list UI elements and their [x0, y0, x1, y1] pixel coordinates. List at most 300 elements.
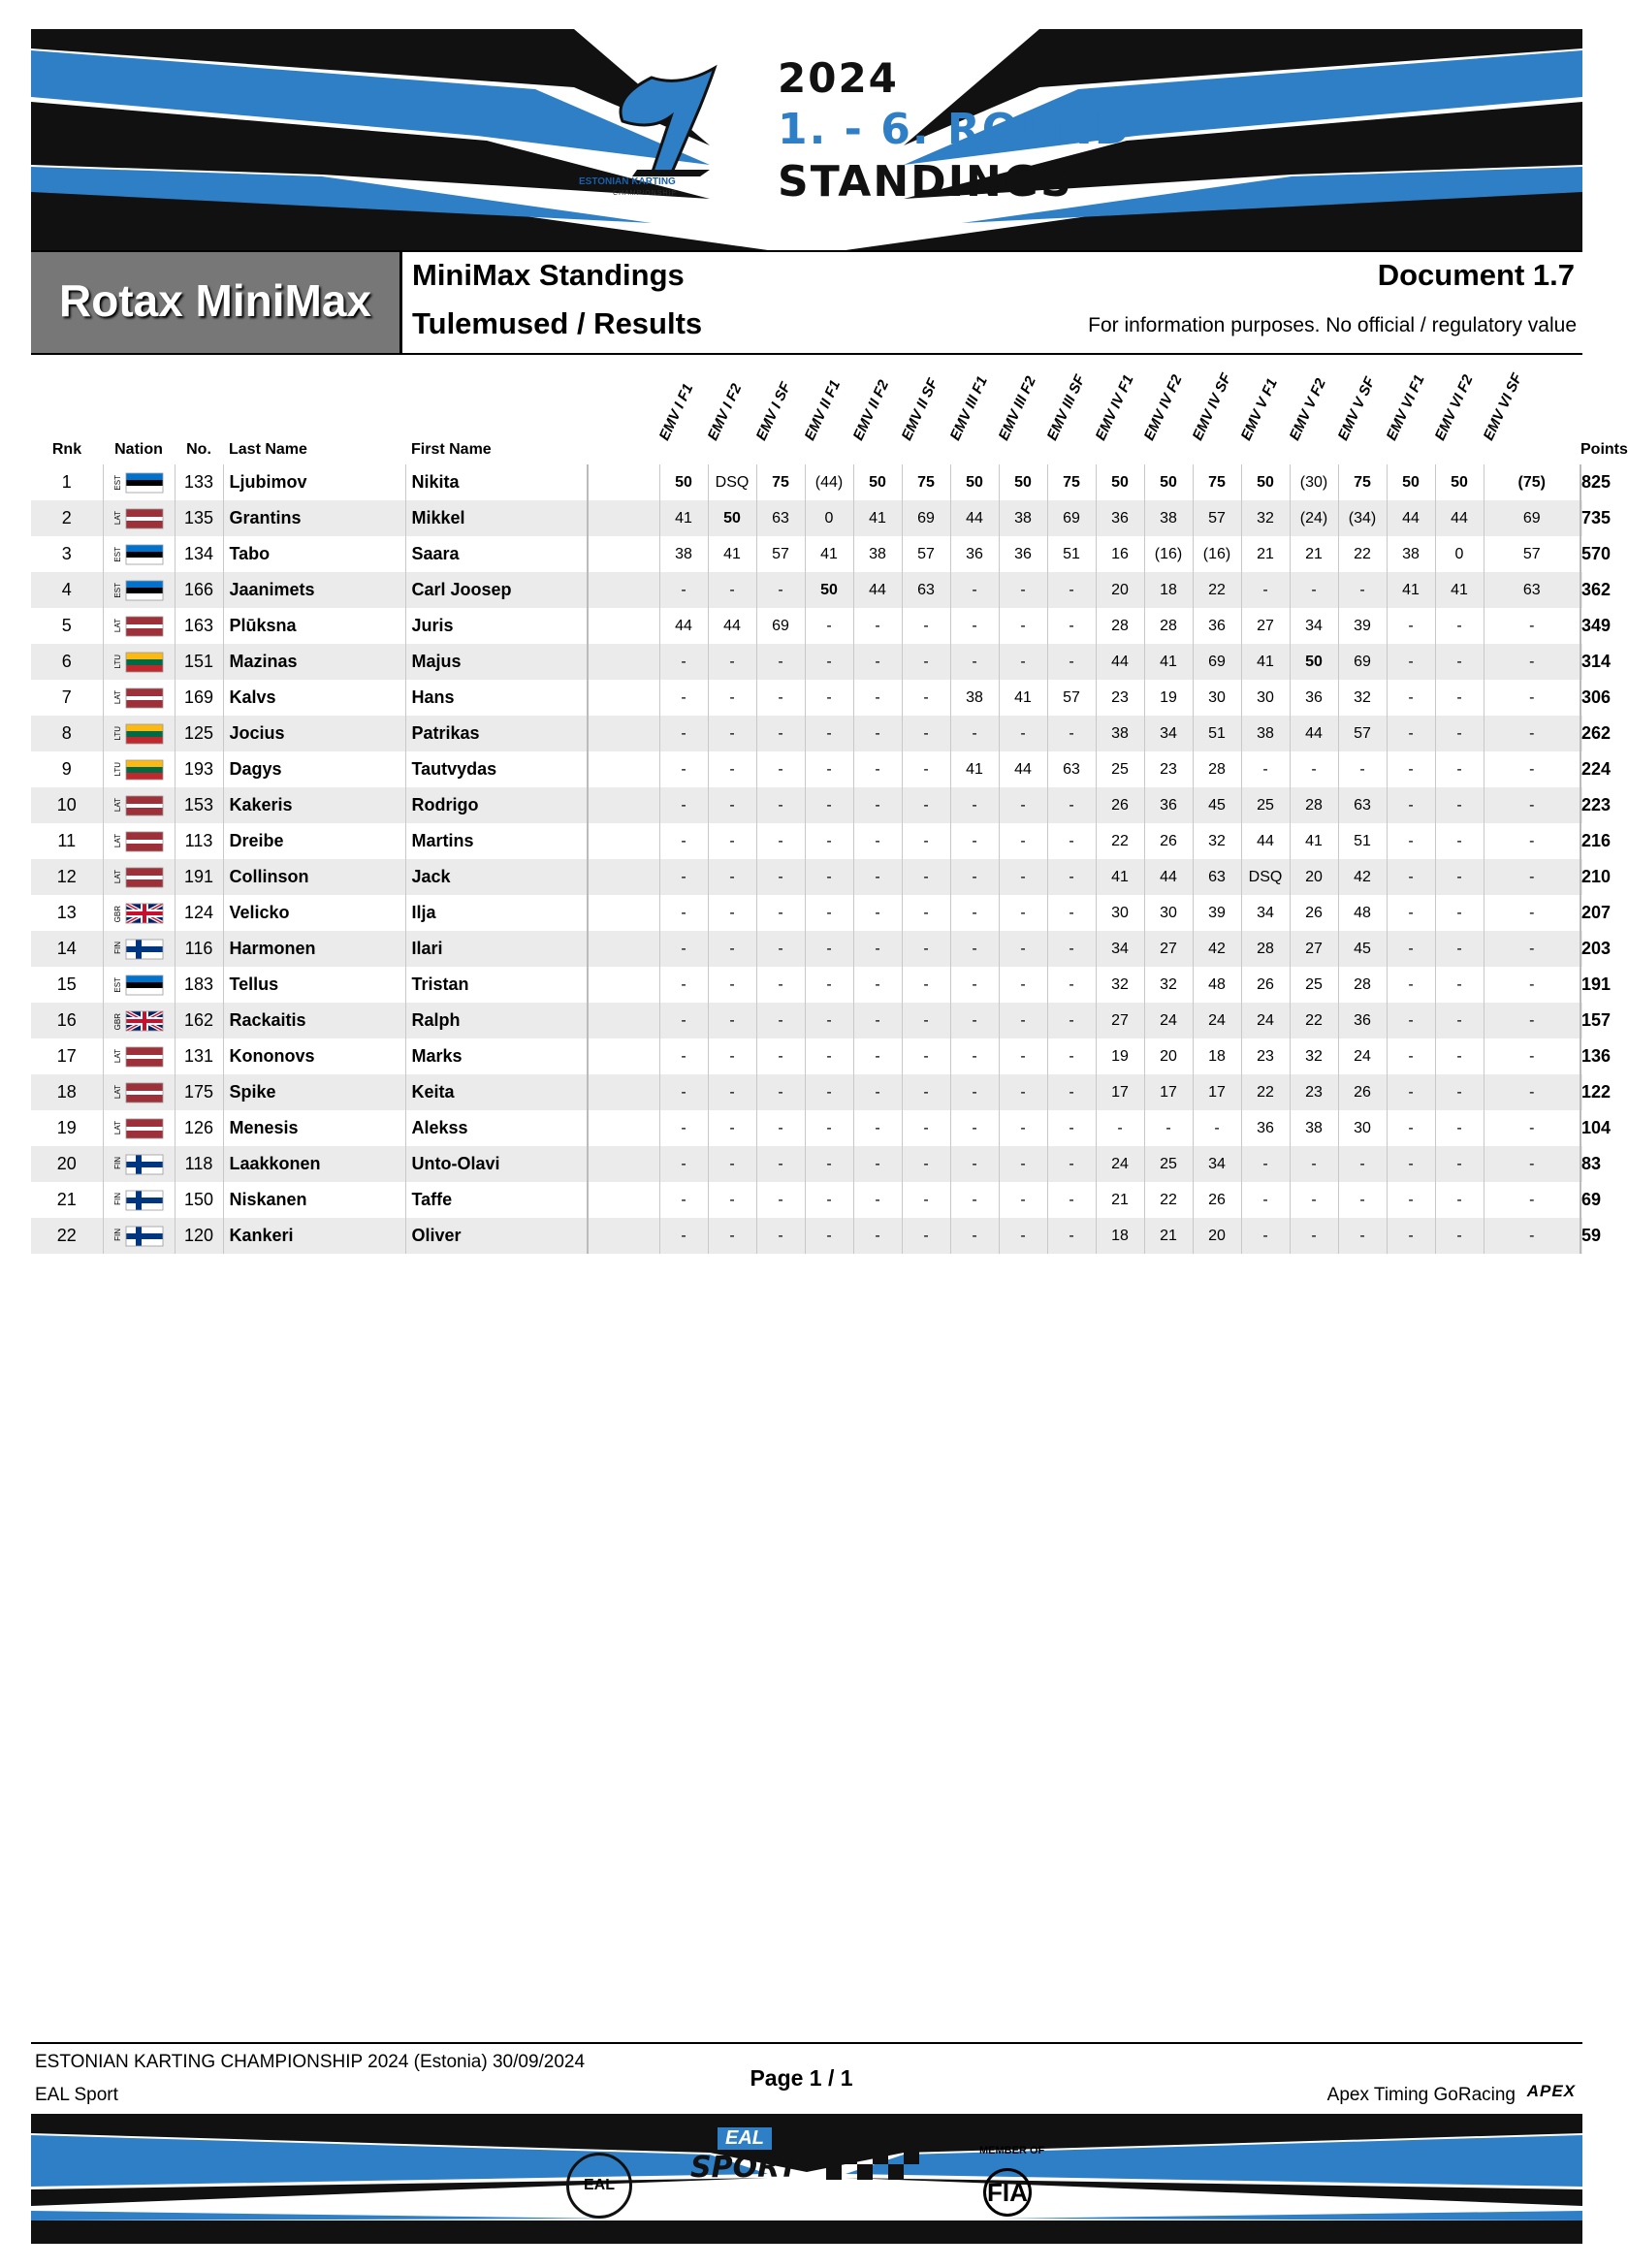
score-cell: - [659, 572, 708, 608]
table-row [31, 1074, 1582, 1110]
score-cell: - [756, 931, 805, 967]
score-cell: 44 [950, 500, 999, 536]
score-cell: - [756, 716, 805, 751]
table-row [31, 608, 1582, 644]
score-cell: - [853, 895, 902, 931]
points-cell: 306 [1580, 680, 1582, 716]
score-cell: 57 [1193, 500, 1241, 536]
score-cell: - [902, 1110, 950, 1146]
score-cell: 21 [1144, 1218, 1193, 1254]
score-cell: 44 [1241, 823, 1290, 859]
score-cell: - [1047, 1182, 1096, 1218]
number-cell: 169 [175, 680, 223, 716]
col-race-2 [704, 359, 756, 464]
score-cell: 41 [805, 536, 853, 572]
col-number: No. [186, 441, 211, 458]
score-cell: 19 [1096, 1038, 1144, 1074]
score-cell: - [1047, 644, 1096, 680]
col-race-14 [1286, 359, 1338, 464]
table-row [31, 967, 1582, 1003]
nation-cell [103, 1182, 175, 1218]
col-race-16 [1383, 359, 1435, 464]
score-cell: 75 [902, 464, 950, 500]
rank-cell: 18 [56, 1082, 77, 1102]
first-name-cell: Nikita [405, 464, 588, 500]
score-cell: - [1484, 895, 1580, 931]
score-cell: - [756, 895, 805, 931]
score-cell: - [1290, 1146, 1338, 1182]
nation-code: LAT [113, 690, 122, 705]
table-row [31, 787, 1582, 823]
points-cell: 59 [1580, 1218, 1582, 1254]
rank-cell: 15 [56, 974, 77, 994]
score-cell: - [853, 931, 902, 967]
score-cell: - [853, 1182, 902, 1218]
score-cell: 63 [1338, 787, 1387, 823]
race-header-label: EMV III F2 [995, 373, 1039, 443]
score-cell: - [1047, 823, 1096, 859]
score-cell: 57 [1047, 680, 1096, 716]
score-cell: 0 [805, 500, 853, 536]
score-cell: 38 [1144, 500, 1193, 536]
score-cell: - [1047, 895, 1096, 931]
nation-cell [103, 644, 175, 680]
last-name-cell: Laakkonen [223, 1146, 405, 1182]
race-header-label: EMV II F2 [849, 377, 893, 443]
score-cell: 69 [1047, 500, 1096, 536]
points-cell: 136 [1580, 1038, 1582, 1074]
score-cell: - [853, 751, 902, 787]
score-cell: 39 [1338, 608, 1387, 644]
spacer-cell [588, 823, 659, 859]
score-cell: 38 [659, 536, 708, 572]
score-cell: - [999, 895, 1047, 931]
score-cell: - [805, 608, 853, 644]
score-cell: 45 [1338, 931, 1387, 967]
score-cell: 25 [1096, 751, 1144, 787]
score-cell: - [1047, 572, 1096, 608]
score-cell: 69 [1338, 644, 1387, 680]
score-cell: - [756, 644, 805, 680]
score-cell: 57 [756, 536, 805, 572]
table-header-row [31, 359, 1582, 464]
score-cell: - [902, 859, 950, 895]
fia-logo: FIA [983, 2168, 1032, 2217]
score-cell: 36 [1338, 1003, 1387, 1038]
score-cell: - [902, 751, 950, 787]
score-cell: 45 [1193, 787, 1241, 823]
score-cell: 75 [756, 464, 805, 500]
score-cell: 57 [1484, 536, 1580, 572]
score-cell: 50 [1387, 464, 1435, 500]
spacer-cell [588, 464, 659, 500]
score-cell: - [1435, 608, 1484, 644]
score-cell: 23 [1241, 1038, 1290, 1074]
col-race-4 [801, 359, 853, 464]
score-cell: - [1387, 787, 1435, 823]
score-cell: 25 [1241, 787, 1290, 823]
race-header-label: EMV IV F1 [1092, 372, 1137, 443]
score-cell: 42 [1338, 859, 1387, 895]
col-race-5 [849, 359, 902, 464]
score-cell: 32 [1290, 1038, 1338, 1074]
last-name-cell: Mazinas [223, 644, 405, 680]
score-cell: - [1484, 680, 1580, 716]
score-cell: 51 [1047, 536, 1096, 572]
score-cell: - [902, 787, 950, 823]
score-cell: - [1387, 1182, 1435, 1218]
col-race-12 [1189, 359, 1241, 464]
score-cell: 41 [708, 536, 756, 572]
first-name-cell: Patrikas [405, 716, 588, 751]
score-cell: - [1047, 608, 1096, 644]
score-cell: - [756, 751, 805, 787]
nation-cell [103, 680, 175, 716]
score-cell: - [805, 1146, 853, 1182]
score-cell: 27 [1144, 931, 1193, 967]
rank-cell: 2 [61, 508, 72, 527]
last-name-cell: Grantins [223, 500, 405, 536]
score-cell: - [999, 644, 1047, 680]
score-cell: 36 [1144, 787, 1193, 823]
flag-icon [113, 1155, 163, 1174]
score-cell: 48 [1338, 895, 1387, 931]
score-cell: - [756, 1182, 805, 1218]
number-cell: 135 [175, 500, 223, 536]
score-cell: 51 [1338, 823, 1387, 859]
score-cell: DSQ [1241, 859, 1290, 895]
rank-cell: 10 [56, 795, 77, 815]
score-cell: 20 [1144, 1038, 1193, 1074]
eal-logo: EAL [718, 2127, 772, 2150]
points-cell: 735 [1580, 500, 1582, 536]
score-cell: - [805, 716, 853, 751]
score-cell: - [708, 716, 756, 751]
score-cell: - [902, 1074, 950, 1110]
rank-cell: 9 [61, 759, 72, 779]
nation-code: FIN [113, 1229, 122, 1242]
rank-cell: 1 [61, 472, 72, 492]
spacer-cell [588, 1146, 659, 1182]
score-cell: - [1047, 967, 1096, 1003]
first-name-cell: Saara [405, 536, 588, 572]
points-cell: 122 [1580, 1074, 1582, 1110]
score-cell: 50 [999, 464, 1047, 500]
points-cell: 104 [1580, 1110, 1582, 1146]
score-cell: - [805, 823, 853, 859]
last-name-cell: Rackaitis [223, 1003, 405, 1038]
score-cell: 28 [1338, 967, 1387, 1003]
score-cell: (34) [1338, 500, 1387, 536]
score-cell: - [1338, 1182, 1387, 1218]
flag-icon [113, 760, 163, 780]
score-cell: - [999, 1110, 1047, 1146]
score-cell: - [1387, 751, 1435, 787]
col-race-13 [1237, 359, 1290, 464]
rank-cell: 20 [56, 1154, 77, 1173]
flag-icon [113, 509, 163, 528]
points-cell: 157 [1580, 1003, 1582, 1038]
first-name-cell: Juris [405, 608, 588, 644]
score-cell: - [950, 1038, 999, 1074]
score-cell: - [999, 1074, 1047, 1110]
score-cell: - [853, 823, 902, 859]
score-cell: - [999, 1038, 1047, 1074]
col-spacer [588, 359, 659, 464]
rank-cell: 17 [56, 1046, 77, 1066]
score-cell: (24) [1290, 500, 1338, 536]
score-cell: 36 [1193, 608, 1241, 644]
score-cell: 75 [1193, 464, 1241, 500]
score-cell: - [1484, 644, 1580, 680]
score-cell: - [659, 1218, 708, 1254]
first-name-cell: Marks [405, 1038, 588, 1074]
nation-code: FIN [113, 1157, 122, 1170]
last-name-cell: Kakeris [223, 787, 405, 823]
nation-cell [103, 464, 175, 500]
score-cell: 32 [1338, 680, 1387, 716]
score-cell: - [1387, 1110, 1435, 1146]
score-cell: - [853, 1146, 902, 1182]
score-cell: - [1338, 1218, 1387, 1254]
nation-code: LAT [113, 1049, 122, 1064]
race-header-label: EMV IV SF [1189, 370, 1235, 443]
race-header-label: EMV VI F2 [1431, 372, 1477, 443]
score-cell: 38 [1096, 716, 1144, 751]
score-cell: 41 [1290, 823, 1338, 859]
score-cell: 22 [1144, 1182, 1193, 1218]
score-cell: - [659, 751, 708, 787]
number-cell: 175 [175, 1074, 223, 1110]
nation-code: FIN [113, 1193, 122, 1206]
score-cell: 44 [708, 608, 756, 644]
score-cell: - [659, 716, 708, 751]
score-cell: - [1484, 716, 1580, 751]
score-cell: - [1387, 1003, 1435, 1038]
nation-cell [103, 859, 175, 895]
score-cell: - [1047, 1110, 1096, 1146]
score-cell: - [902, 1038, 950, 1074]
first-name-cell: Jack [405, 859, 588, 895]
score-cell: - [1193, 1110, 1241, 1146]
score-cell: - [1484, 751, 1580, 787]
score-cell: - [999, 1146, 1047, 1182]
table-row [31, 1038, 1582, 1074]
score-cell: - [659, 823, 708, 859]
points-cell: 191 [1580, 967, 1582, 1003]
score-cell: 32 [1144, 967, 1193, 1003]
score-cell: - [950, 823, 999, 859]
score-cell: - [999, 787, 1047, 823]
score-cell: (16) [1144, 536, 1193, 572]
score-cell: - [853, 1110, 902, 1146]
score-cell: 50 [659, 464, 708, 500]
score-cell: - [708, 787, 756, 823]
score-cell: - [708, 1110, 756, 1146]
banner-year: 2024 [778, 54, 899, 102]
score-cell: - [805, 931, 853, 967]
score-cell: 30 [1144, 895, 1193, 931]
score-cell: - [950, 644, 999, 680]
points-cell: 349 [1580, 608, 1582, 644]
spacer-cell [588, 1110, 659, 1146]
table-row [31, 931, 1582, 967]
score-cell: - [708, 967, 756, 1003]
score-cell: 20 [1290, 859, 1338, 895]
race-header-label: EMV III F1 [946, 373, 991, 443]
score-cell: 23 [1096, 680, 1144, 716]
score-cell: - [950, 572, 999, 608]
score-cell: - [659, 1182, 708, 1218]
score-cell: - [1387, 1038, 1435, 1074]
nation-code: LAT [113, 834, 122, 848]
score-cell: DSQ [708, 464, 756, 500]
score-cell: - [708, 1038, 756, 1074]
nation-cell [103, 1146, 175, 1182]
number-cell: 118 [175, 1146, 223, 1182]
score-cell: 44 [999, 751, 1047, 787]
score-cell: 30 [1338, 1110, 1387, 1146]
score-cell: - [1387, 931, 1435, 967]
nation-cell [103, 572, 175, 608]
score-cell: - [805, 1003, 853, 1038]
score-cell: 69 [1484, 500, 1580, 536]
score-cell: - [659, 931, 708, 967]
score-cell: 24 [1096, 1146, 1144, 1182]
score-cell: - [805, 644, 853, 680]
race-header-label: EMV V F1 [1237, 375, 1281, 443]
score-cell: - [902, 1003, 950, 1038]
rank-cell: 14 [56, 939, 77, 958]
score-cell: - [950, 716, 999, 751]
score-cell: 26 [1290, 895, 1338, 931]
score-cell: 75 [1047, 464, 1096, 500]
rank-cell: 4 [61, 580, 72, 599]
score-cell: 41 [1096, 859, 1144, 895]
score-cell: - [853, 967, 902, 1003]
score-cell: 63 [1484, 572, 1580, 608]
spacer-cell [588, 1003, 659, 1038]
score-cell: 18 [1144, 572, 1193, 608]
score-cell: - [902, 644, 950, 680]
title-band [31, 250, 1582, 355]
score-cell: - [902, 967, 950, 1003]
fia-member-label: MEMBER OF [979, 2145, 1045, 2156]
table-row [31, 536, 1582, 572]
score-cell: 36 [1096, 500, 1144, 536]
nation-code: GBR [113, 906, 122, 923]
rank-cell: 22 [56, 1226, 77, 1245]
number-cell: 151 [175, 644, 223, 680]
score-cell: - [708, 1003, 756, 1038]
table-row [31, 464, 1582, 500]
score-cell: - [708, 1182, 756, 1218]
table-row [31, 895, 1582, 931]
score-cell: - [659, 1146, 708, 1182]
score-cell: - [1387, 859, 1435, 895]
score-cell: 36 [1290, 680, 1338, 716]
score-cell: - [805, 751, 853, 787]
first-name-cell: Taffe [405, 1182, 588, 1218]
score-cell: - [853, 1038, 902, 1074]
table-row [31, 572, 1582, 608]
score-cell: - [1387, 1218, 1435, 1254]
number-cell: 125 [175, 716, 223, 751]
race-header-label: EMV I F2 [704, 381, 746, 443]
col-race-17 [1431, 359, 1484, 464]
score-cell: 34 [1290, 608, 1338, 644]
score-cell: (30) [1290, 464, 1338, 500]
flag-icon [113, 473, 163, 493]
spacer-cell [588, 680, 659, 716]
score-cell: - [1435, 895, 1484, 931]
points-cell: 203 [1580, 931, 1582, 967]
nation-cell [103, 895, 175, 931]
last-name-cell: Dagys [223, 751, 405, 787]
col-race-11 [1140, 359, 1193, 464]
rank-cell: 6 [61, 652, 72, 671]
score-cell: 17 [1144, 1074, 1193, 1110]
score-cell: - [1484, 1074, 1580, 1110]
score-cell: - [805, 680, 853, 716]
table-row [31, 1182, 1582, 1218]
score-cell: - [902, 823, 950, 859]
spacer-cell [588, 1074, 659, 1110]
score-cell: 34 [1144, 716, 1193, 751]
score-cell: - [902, 931, 950, 967]
score-cell: - [1484, 1110, 1580, 1146]
footer-stripes [31, 2114, 1582, 2244]
table-row [31, 1218, 1582, 1254]
score-cell: 51 [1193, 716, 1241, 751]
points-cell: 570 [1580, 536, 1582, 572]
score-cell: 38 [1290, 1110, 1338, 1146]
nation-code: LAT [113, 798, 122, 813]
score-cell: 48 [1193, 967, 1241, 1003]
score-cell: 50 [1435, 464, 1484, 500]
score-cell: 41 [1435, 572, 1484, 608]
score-cell: - [1047, 859, 1096, 895]
nation-code: LAT [113, 1085, 122, 1100]
number-cell: 131 [175, 1038, 223, 1074]
score-cell: - [1484, 1218, 1580, 1254]
spacer-cell [588, 1038, 659, 1074]
table-row [31, 680, 1582, 716]
col-race-9 [1043, 359, 1096, 464]
score-cell: 44 [853, 572, 902, 608]
nation-cell [103, 823, 175, 859]
nation-code: LAT [113, 511, 122, 526]
score-cell: - [1435, 680, 1484, 716]
flag-icon [113, 1227, 163, 1246]
score-cell: 21 [1096, 1182, 1144, 1218]
score-cell: - [756, 1218, 805, 1254]
table-row [31, 859, 1582, 895]
score-cell: - [902, 895, 950, 931]
score-cell: - [1290, 572, 1338, 608]
score-cell: - [708, 823, 756, 859]
score-cell: - [950, 608, 999, 644]
score-cell: 57 [902, 536, 950, 572]
score-cell: - [1387, 644, 1435, 680]
nation-cell [103, 1218, 175, 1254]
col-last-name: Last Name [229, 441, 307, 458]
score-cell: 26 [1241, 967, 1290, 1003]
score-cell: - [805, 787, 853, 823]
score-cell: - [708, 859, 756, 895]
score-cell: - [1290, 1218, 1338, 1254]
score-cell: - [708, 680, 756, 716]
